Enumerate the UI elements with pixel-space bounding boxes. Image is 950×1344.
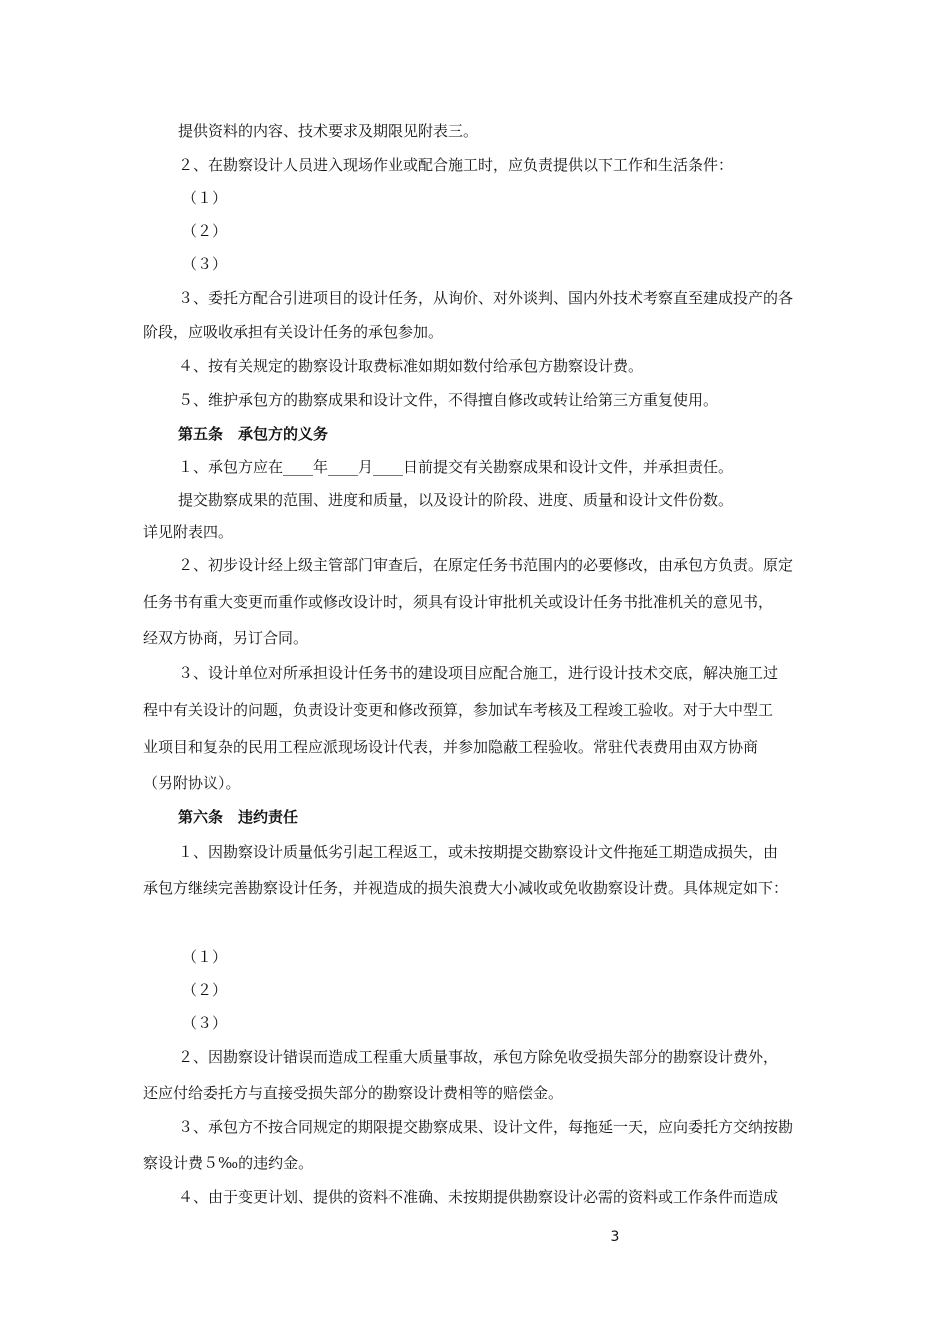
list-item: （３）	[182, 1014, 228, 1032]
page-number: 3	[610, 1229, 620, 1245]
text-line: ４、由于变更计划、提供的资料不准确、未按期提供勘察设计必需的资料或工作条件而造成	[178, 1188, 779, 1206]
text-line: 阶段，应吸收承担有关设计任务的承包参加。	[143, 323, 444, 341]
section-heading: 第六条 违约责任	[178, 808, 299, 826]
text-line: ３、承包方不按合同规定的期限提交勘察成果、设计文件，每拖延一天，应向委托方交纳按勘	[178, 1118, 794, 1136]
text-line: 经双方协商，另订合同。	[143, 629, 309, 647]
text-line: 任务书有重大变更而重作或修改设计时，须具有设计审批机关或设计任务书批准机关的意见书，	[143, 593, 774, 611]
text-line: ２、因勘察设计错误而造成工程重大质量事故，承包方除免收受损失部分的勘察设计费外，	[178, 1048, 779, 1066]
text-line: １、因勘察设计质量低劣引起工程返工，或未按期提交勘察设计文件拖延工期造成损失，由	[178, 843, 779, 861]
text-line: 还应付给委托方与直接受损失部分的勘察设计费相等的赔偿金。	[143, 1084, 564, 1102]
text-line: 承包方继续完善勘察设计任务，并视造成的损失浪费大小减收或免收勘察设计费。具体规定如下：	[143, 879, 789, 897]
text-line: ３、设计单位对所承担设计任务书的建设项目应配合施工，进行设计技术交底，解决施工过	[178, 664, 779, 682]
text-line: ２、在勘察设计人员进入现场作业或配合施工时，应负责提供以下工作和生活条件：	[178, 156, 734, 174]
text-line: （另附协议）。	[143, 774, 241, 792]
text-line: 详见附表四。	[143, 523, 234, 541]
text-line: 业项目和复杂的民用工程应派现场设计代表，并参加隐蔽工程验收。常驻代表费用由双方协商	[143, 738, 759, 756]
list-item: （２）	[182, 222, 228, 240]
text-line: ４、按有关规定的勘察设计取费标准如期如数付给承包方勘察设计费。	[178, 357, 644, 375]
text-line: ５、维护承包方的勘察成果和设计文件，不得擅自修改或转让给第三方重复使用。	[178, 391, 719, 409]
text-line: 提交勘察成果的范围、进度和质量，以及设计的阶段、进度、质量和设计文件份数。	[178, 491, 734, 509]
list-item: （１）	[182, 948, 228, 966]
list-item: （３）	[182, 255, 228, 273]
section-heading: 第五条 承包方的义务	[178, 425, 329, 443]
text-line: ３、委托方配合引进项目的设计任务，从询价、对外谈判、国内外技术考察直至建成投产的各	[178, 289, 794, 307]
list-item: （２）	[182, 981, 228, 999]
list-item: （１）	[182, 189, 228, 207]
text-line: 察设计费５‰的违约金。	[143, 1154, 314, 1172]
text-line: 程中有关设计的问题，负责设计变更和修改预算，参加试车考核及工程竣工验收。对于大中型工	[143, 701, 774, 719]
text-line: ２、初步设计经上级主管部门审查后，在原定任务书范围内的必要修改，由承包方负责。原定	[178, 556, 794, 574]
text-line: １、承包方应在____年____月____日前提交有关勘察成果和设计文件，并承担责任。	[178, 458, 734, 476]
text-line: 提供资料的内容、技术要求及期限见附表三。	[178, 122, 479, 140]
